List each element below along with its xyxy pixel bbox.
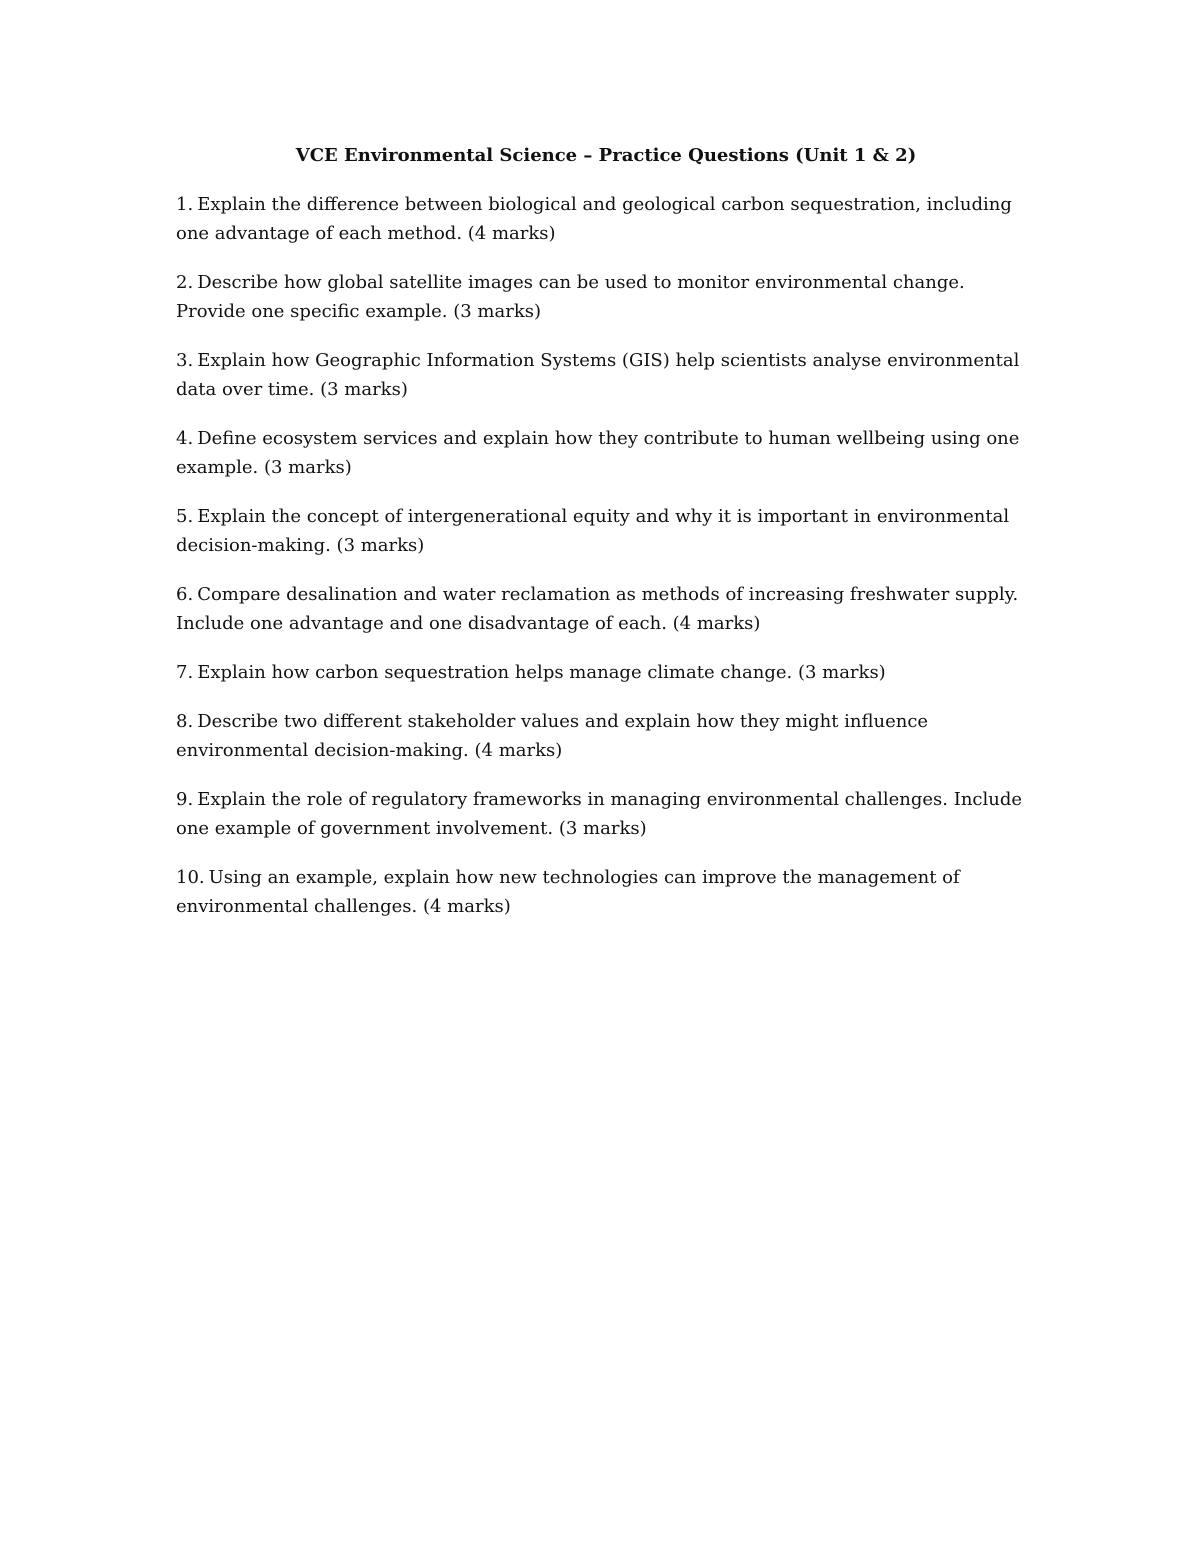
question-item (176, 580, 1036, 638)
question-number: 5. (176, 506, 194, 527)
question-number: 9. (176, 789, 194, 810)
question-item (176, 863, 1036, 921)
question-item (176, 424, 1036, 482)
question-item (176, 268, 1036, 326)
question-item (176, 707, 1036, 765)
question-number: 6. (176, 584, 194, 605)
question-text: Explain how Geographic Information Systems (GIS) help scientists analyse environmental data over time. (3 marks) (176, 350, 1020, 400)
question-text: Describe how global satellite images can be used to monitor environmental change. Provide one specific example. (3 marks) (176, 272, 965, 322)
question-text: Explain the role of regulatory frameworks in managing environmental challenges. Include one example of government involvement. (3 marks) (176, 789, 1023, 839)
question-item (176, 785, 1036, 843)
question-text: Explain how carbon sequestration helps manage climate change. (3 marks) (197, 662, 886, 683)
question-text: Describe two different stakeholder values and explain how they might influence environmental decision-making. (4 marks) (176, 711, 929, 761)
document-body (176, 142, 1036, 941)
question-number: 4. (176, 428, 194, 449)
question-number: 3. (176, 350, 194, 371)
question-number: 2. (176, 272, 194, 293)
question-number: 8. (176, 711, 194, 732)
question-item (176, 190, 1036, 248)
question-text: Explain the difference between biological and geological carbon sequestration, including one advantage of each method. (4 marks) (176, 194, 1012, 244)
question-number: 7. (176, 662, 194, 683)
question-text: Compare desalination and water reclamation as methods of increasing freshwater supply. Include one advantage and one disadvantage of each. (4 marks) (176, 584, 1019, 634)
page-title: VCE Environmental Science – Practice Questions (Unit 1 & 2) (295, 145, 917, 166)
question-item (176, 346, 1036, 404)
question-text: Explain the concept of intergenerational equity and why it is important in environmental decision-making. (3 marks) (176, 506, 1010, 556)
question-item (176, 502, 1036, 560)
question-number: 1. (176, 194, 194, 215)
question-number: 10. (176, 867, 205, 888)
question-item (176, 658, 1036, 687)
question-text: Using an example, explain how new technologies can improve the management of environmental challenges. (4 marks) (176, 867, 960, 917)
question-text: Define ecosystem services and explain how they contribute to human wellbeing using one example. (3 marks) (176, 428, 1020, 478)
